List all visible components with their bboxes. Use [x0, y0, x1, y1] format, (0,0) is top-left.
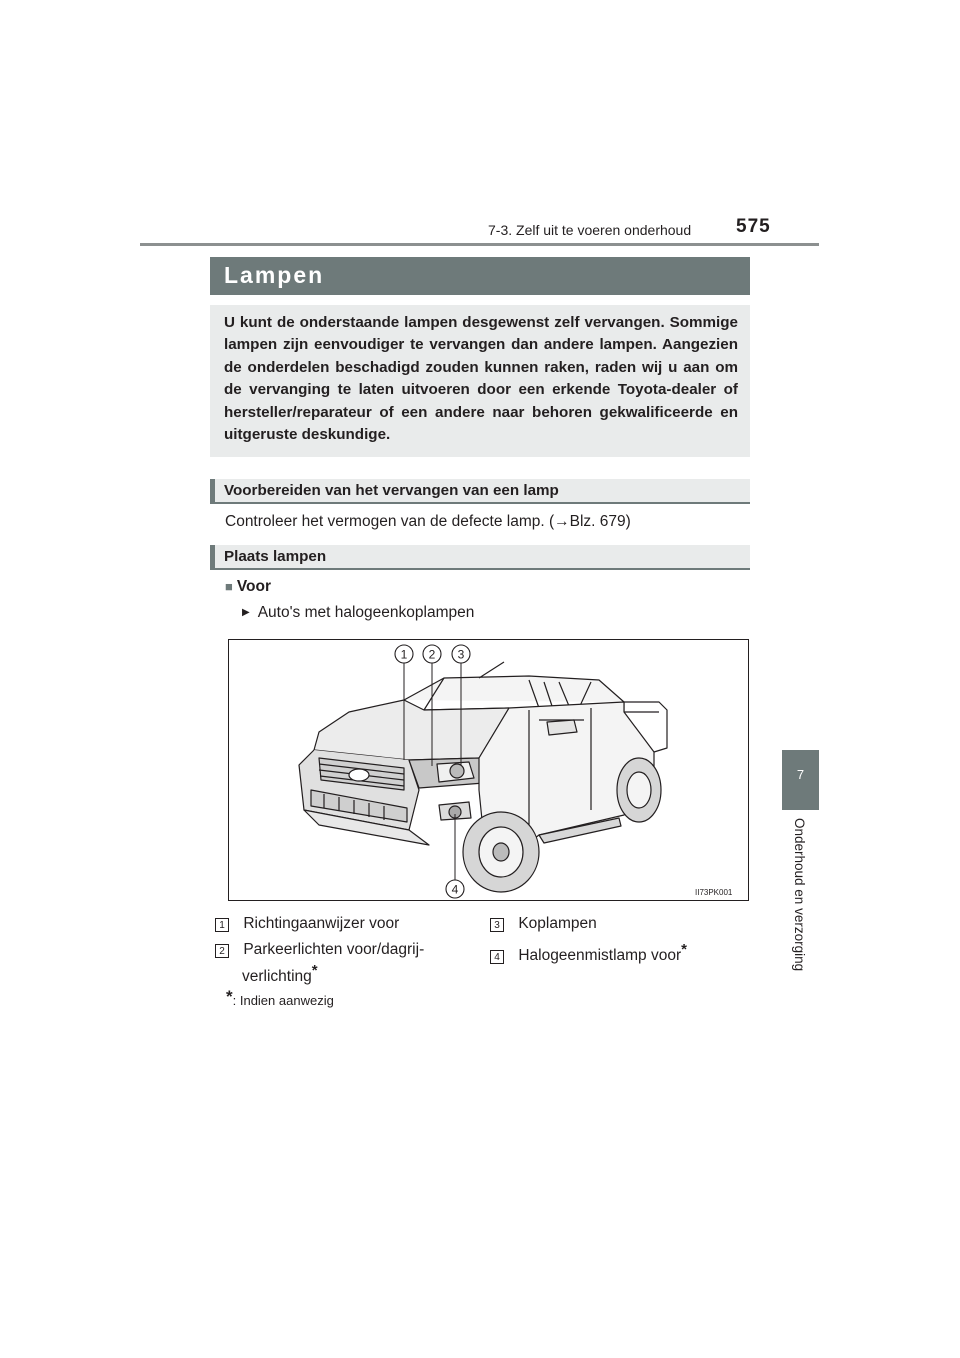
chapter-number: 7 — [796, 767, 805, 782]
section-breadcrumb: 7-3. Zelf uit te voeren onderhoud — [488, 222, 692, 238]
legend-item-3 — [490, 913, 597, 934]
asterisk-mark: * — [681, 941, 687, 958]
heading-accent — [210, 545, 215, 568]
section-heading-text: Voorbereiden van het vervangen van een lamp — [224, 482, 559, 499]
callout-1: 1 — [400, 647, 408, 662]
figure-code: II73PK001 — [695, 888, 733, 897]
asterisk-mark: * — [311, 962, 318, 979]
header-rule — [140, 243, 819, 246]
triangle-bullet-icon: ▶ — [242, 607, 250, 618]
footnote — [226, 987, 334, 1010]
legend-label-line2: verlichting — [242, 968, 312, 986]
legend-item-2-cont — [242, 960, 318, 987]
legend-item-1 — [215, 913, 399, 934]
callout-3: 3 — [457, 647, 465, 662]
chapter-side-label — [770, 818, 830, 988]
legend-number: 3 — [490, 918, 504, 932]
legend-number: 1 — [215, 918, 229, 932]
callout-2: 2 — [428, 647, 436, 662]
legend-label: Halogeenmistlamp voor — [518, 947, 682, 965]
sub-heading-front-label: Voor — [236, 578, 272, 595]
check-wattage-text: Controleer het vermogen van de defecte lamp. (→Blz. 679) — [225, 513, 631, 530]
truck-illustration — [228, 639, 749, 901]
legend-label: Richtingaanwijzer voor — [243, 915, 400, 932]
legend-number: 2 — [215, 944, 229, 958]
section-heading-bulb-locations — [210, 545, 750, 570]
sub-heading-front — [225, 578, 271, 596]
page-title-bar — [210, 257, 750, 295]
page-title: Lampen — [224, 262, 325, 288]
variant-halogen — [242, 604, 474, 622]
legend-label-line1: Parkeerlichten voor/dagrij- — [243, 941, 425, 958]
callout-4: 4 — [451, 882, 459, 897]
section-heading-preparation — [210, 479, 750, 504]
square-bullet-icon: ■ — [225, 579, 233, 594]
chapter-tab[interactable] — [782, 750, 819, 810]
intro-box — [210, 305, 750, 457]
legend-item-2 — [215, 939, 424, 960]
footnote-asterisk: * — [226, 987, 233, 1006]
section-heading-text: Plaats lampen — [224, 548, 327, 565]
legend-number: 4 — [490, 950, 504, 964]
chapter-title: Onderhoud en verzorging — [792, 818, 807, 972]
legend-label: Koplampen — [518, 915, 597, 932]
pickup-truck-drawing — [229, 640, 748, 900]
page-number: 575 — [736, 216, 771, 237]
heading-accent — [210, 479, 215, 502]
footnote-text: : Indien aanwezig — [232, 993, 334, 1008]
intro-text: U kunt de onderstaande lampen desgewenst zelf vervangen. Sommige lampen zijn eenvoudiger te vervangen dan andere lampen. Aangezien de onderdelen beschadigd zouden kunnen raken, raden wij u aan om de vervanging te laten uitvoeren door een erkende Toyota-dealer of hersteller/reparateur of een andere naar behoren gekwalificeerde en uitgeruste deskundige. — [224, 314, 738, 444]
legend-item-4 — [490, 939, 687, 966]
variant-halogen-label: Auto's met halogeenkoplampen — [257, 604, 475, 621]
